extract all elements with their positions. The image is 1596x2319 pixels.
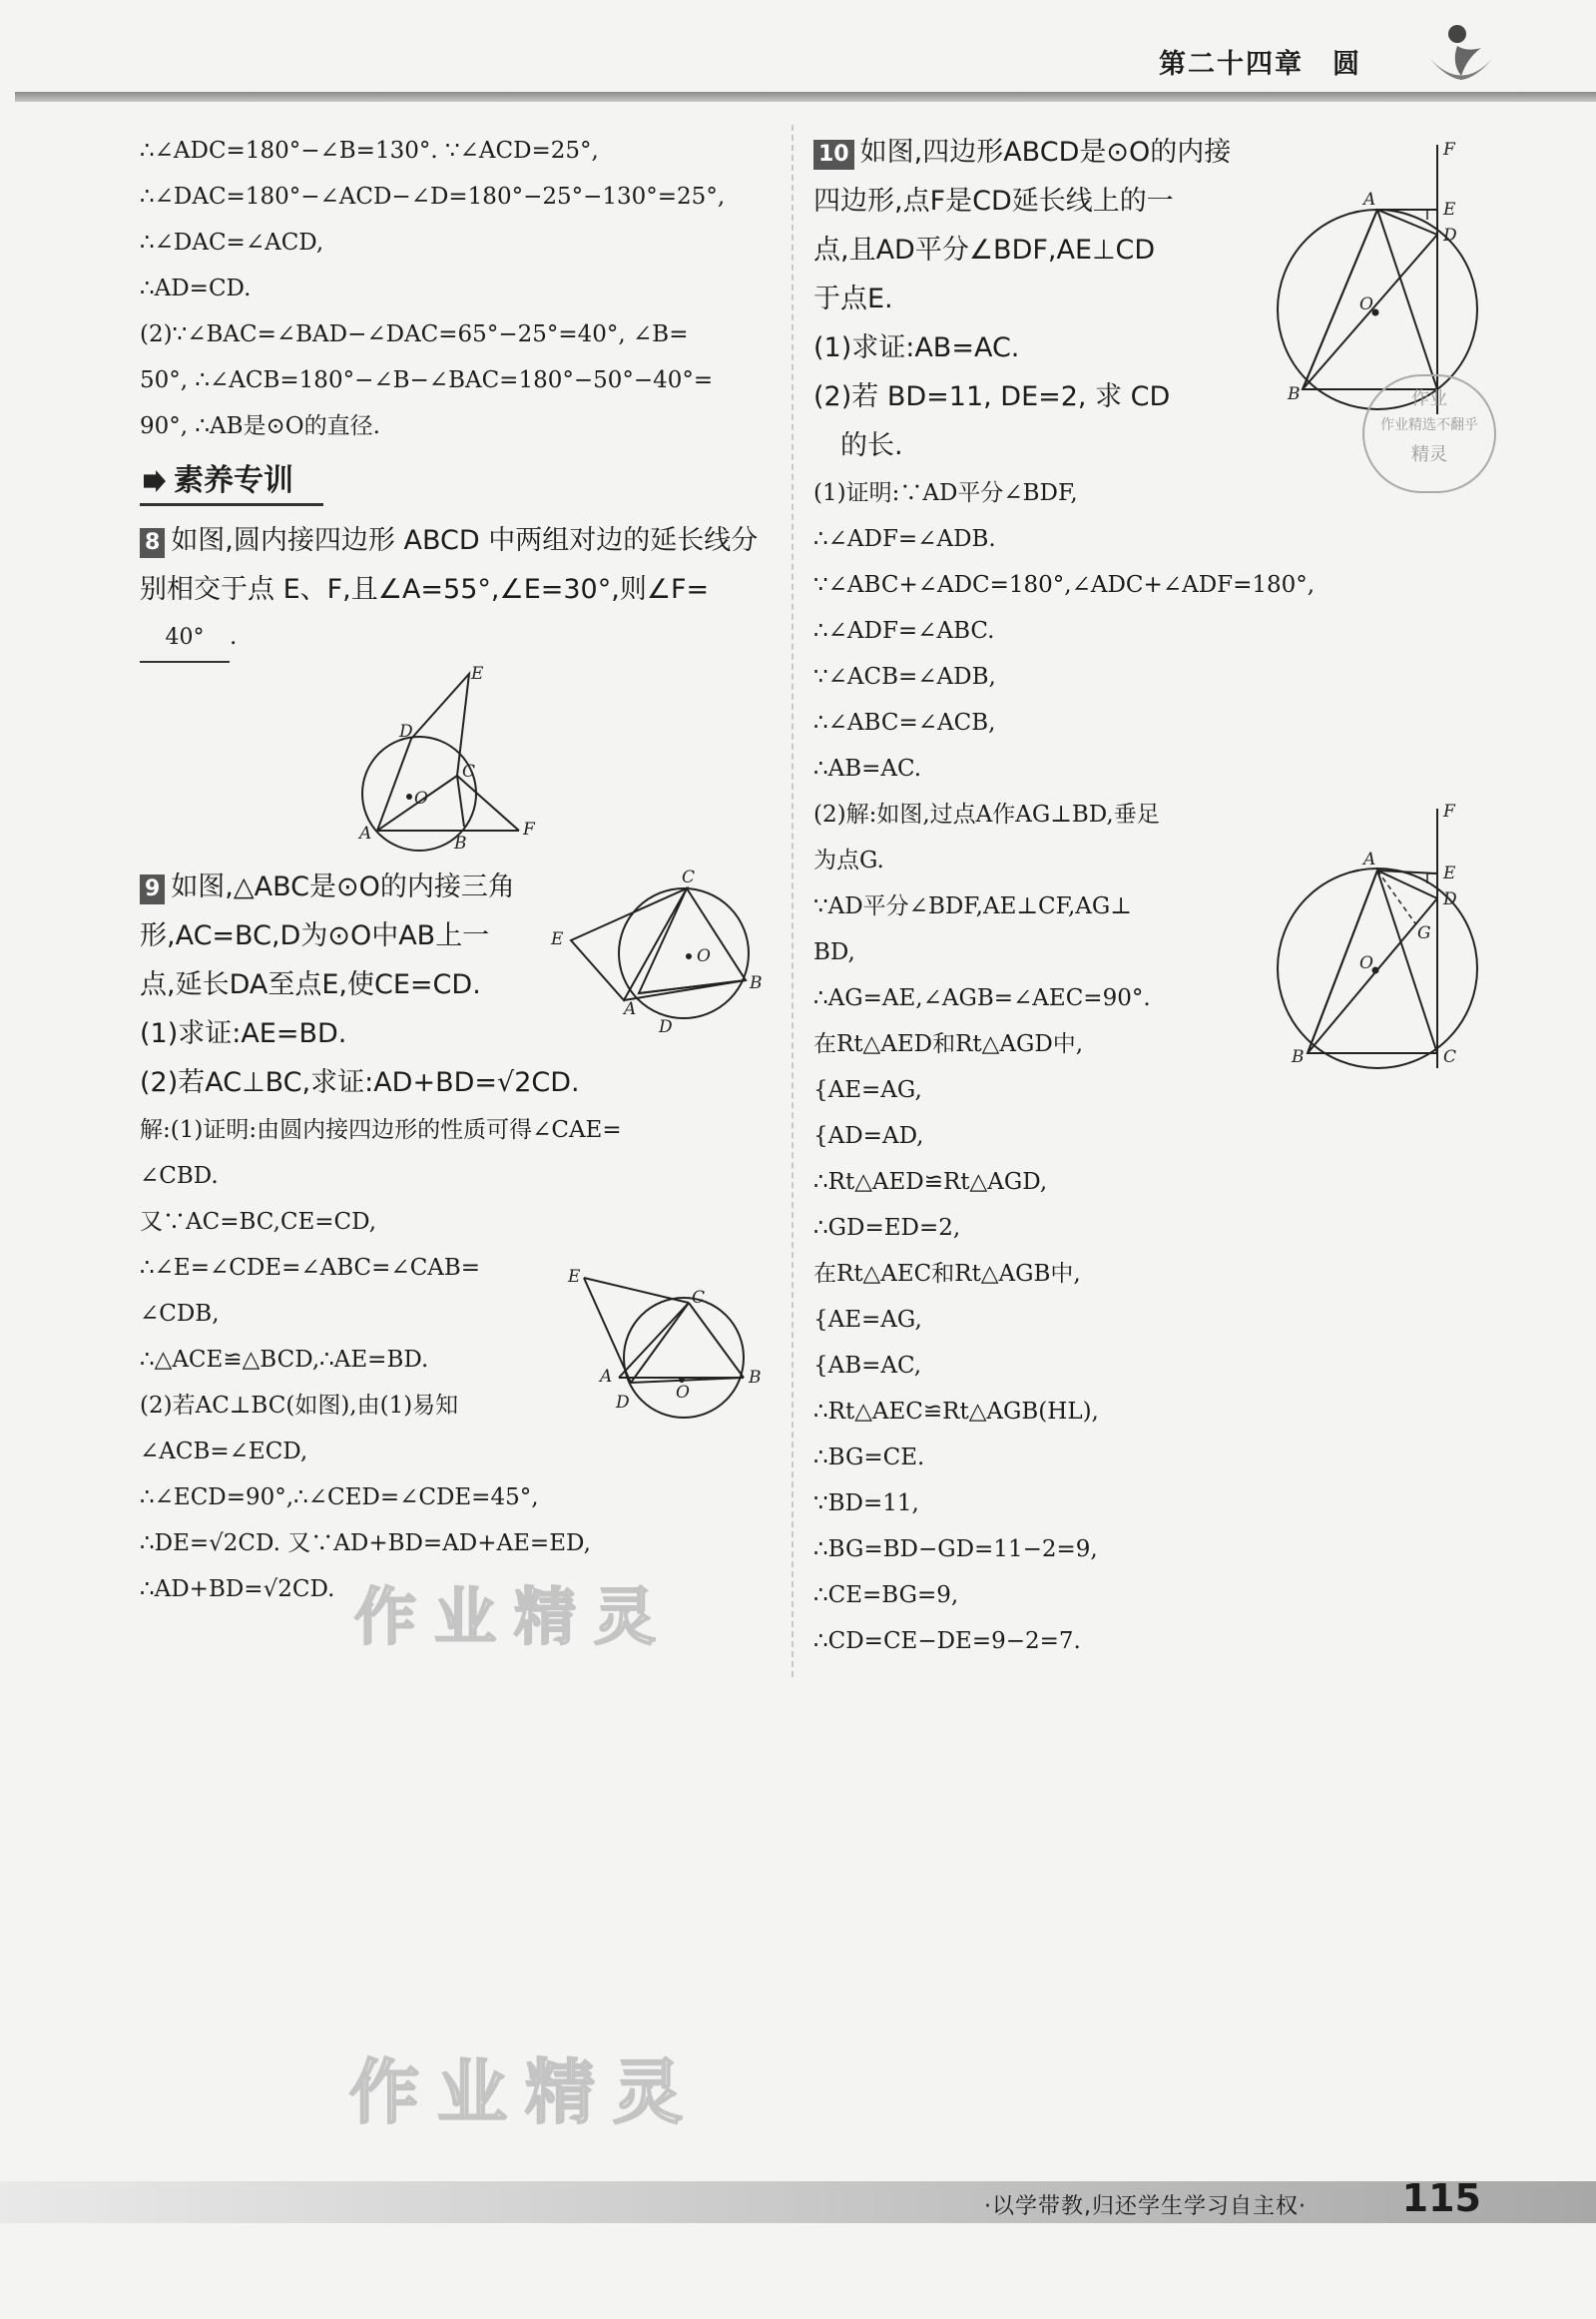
solution-line: ∴CE=BG=9, [813,1582,959,1608]
solution-line: ∴∠ADF=∠ADB. [813,526,996,552]
svg-text:B: B [1288,384,1301,404]
q10-line: (2)若 BD=11, DE=2, 求 CD [813,381,1171,412]
q10-figure [1268,135,1487,414]
svg-text:B: B [454,834,467,854]
solution-line: ∠CBD. [140,1163,219,1189]
solution-line: 在Rt△AEC和Rt△AGB中, [813,1261,1081,1287]
q9-line: 9 如图,△ABC是⊙O的内接三角 [140,863,769,911]
text-line: ∴∠DAC=180°−∠ACD−∠D=180°−25°−130°=25°, [140,184,726,210]
page-number: 115 [1401,2176,1481,2220]
q10-line: 于点E. [813,284,893,314]
solution-line: 解:(1)证明:由圆内接四边形的性质可得∠CAE= [140,1117,622,1143]
svg-text:A: A [600,1367,613,1387]
svg-text:A: A [1363,850,1376,870]
question-number: 10 [813,140,854,170]
q9-line: (1)求证:AE=BD. [140,1018,347,1049]
question-number: 9 [140,874,165,904]
text-line: ∴AD=CD. [140,276,252,301]
q10-line: (1)求证:AB=AC. [813,332,1020,363]
svg-text:C: C [692,1288,706,1308]
solution-line: {AB=AC, [813,1353,922,1379]
solution-line: ∴DE=√2CD. 又∵AD+BD=AD+AE=ED, [140,1530,591,1556]
solution-line: ∴AG=AE,∠AGB=∠AEC=90°. [813,985,1151,1011]
svg-text:O: O [414,789,428,809]
svg-text:O: O [676,1383,690,1403]
svg-text:E: E [551,929,564,949]
solution-line: ∵BD=11, [813,1490,919,1516]
svg-text:D: D [659,1017,673,1037]
svg-text:B: B [750,973,763,993]
svg-text:O: O [1359,294,1373,314]
solution-line: ∴GD=ED=2, [813,1215,961,1241]
q9-line: (2)若AC⊥BC,求证:AD+BD=√2CD. [140,1067,580,1098]
svg-text:O: O [697,946,711,966]
solution-line: (2)若AC⊥BC(如图),由(1)易知 [140,1393,459,1419]
q9-figure [549,869,769,1038]
svg-text:A: A [624,999,637,1019]
solution-line: ∴∠ABC=∠ACB, [813,710,996,736]
svg-text:D: D [616,1393,630,1413]
svg-text:G: G [1417,923,1431,943]
q8-answer: 40° [140,615,230,663]
solution-line: ∠ACB=∠ECD, [140,1439,308,1464]
q10-line: 的长. [813,430,903,461]
section-heading: 素养专训 [140,455,323,506]
solution-line: 为点G. [813,848,884,873]
solution-line: ∴∠ECD=90°,∴∠CED=∠CDE=45°, [140,1484,539,1510]
solution-line: 在Rt△AED和Rt△AGD中, [813,1031,1084,1057]
solution-line: {AE=AG, [813,1077,922,1103]
footer-band [0,2181,1596,2223]
text-line: 90°, ∴AB是⊙O的直径. [140,413,380,439]
solution-line: ∴BG=CE. [813,1445,925,1470]
solution-line: ∵∠ACB=∠ADB, [813,664,996,690]
solution-line: {AE=AG, [813,1307,922,1333]
svg-text:E: E [568,1268,581,1287]
solution-line: ∴BG=BD−GD=11−2=9, [813,1536,1098,1562]
svg-text:F: F [1443,140,1455,160]
solution-line: BD, [813,939,855,965]
q8-answer-line: 40° . [140,614,769,663]
text-line: ∴∠ADC=180°−∠B=130°. ∵∠ACD=25°, [140,138,599,164]
column-divider [792,125,794,1677]
svg-text:E: E [1443,200,1456,220]
solution-line: ∴CD=CE−DE=9−2=7. [813,1628,1081,1654]
svg-text:C: C [462,762,476,782]
svg-text:E: E [1443,864,1456,883]
q10-solution-figure [1268,799,1487,1078]
text-line: (2)∵∠BAC=∠BAD−∠DAC=65°−25°=40°, ∠B= [140,321,689,347]
text-line: ∴∠DAC=∠ACD, [140,230,324,256]
watermark: 作业精灵 [354,1580,675,1653]
svg-text:A: A [359,824,372,844]
q9-line: 点,延长DA至点E,使CE=CD. [140,969,481,1000]
solution-line: (1)证明:∵AD平分∠BDF, [813,480,1078,506]
svg-text:A: A [1363,190,1376,210]
header-band [15,92,1596,102]
book-leaf-logo-icon [1421,18,1501,90]
arrow-icon [144,470,166,492]
solution-line: ∴Rt△AEC≌Rt△AGB(HL), [813,1399,1099,1425]
solution-line: ∵AD平分∠BDF,AE⊥CF,AG⊥ [813,893,1132,919]
solution-line: ∴AB=AC. [813,756,922,782]
q9-solution-figure [564,1268,774,1438]
svg-text:F: F [1443,802,1455,822]
svg-text:C: C [682,869,696,887]
svg-text:D: D [1443,226,1457,246]
q10-line: 10 如图,四边形ABCD是⊙O的内接 [813,128,1472,177]
question-number: 8 [140,528,165,558]
solution-line: ∴△ACE≌△BCD,∴AE=BD. [140,1347,429,1373]
watermark: 作业精灵 [349,2051,701,2133]
text-line: 50°, ∴∠ACB=180°−∠B−∠BAC=180°−50°−40°= [140,367,714,393]
solution-line: ∴∠E=∠CDE=∠ABC=∠CAB= [140,1255,481,1281]
q8-line: 8 如图,圆内接四边形 ABCD 中两组对边的延长线分 [140,516,769,565]
solution-line: ∴Rt△AED≌Rt△AGD, [813,1169,1048,1195]
solution-line: ∵∠ABC+∠ADC=180°,∠ADC+∠ADF=180°, [813,572,1316,598]
svg-text:O: O [1359,953,1373,973]
q9-line: 形,AC=BC,D为⊙O中AB上一 [140,920,490,951]
chapter-title: 第二十四章 圆 [1159,49,1361,80]
svg-text:C: C [1443,1047,1457,1067]
stamp-seal: 作业 作业精选不翻乎 精灵 [1362,374,1496,493]
svg-text:F: F [523,820,535,840]
svg-text:B: B [1292,1047,1305,1067]
q8-figure [329,659,549,859]
svg-text:D: D [1443,889,1457,909]
solution-line: ∴∠ADF=∠ABC. [813,618,995,644]
svg-text:D: D [399,722,413,742]
solution-line: ∴AD+BD=√2CD. [140,1576,335,1602]
q10-line: 四边形,点F是CD延长线上的一 [813,186,1174,217]
solution-line: ∠CDB, [140,1301,220,1327]
solution-line: 又∵AC=BC,CE=CD, [140,1209,377,1235]
svg-text:E: E [471,664,484,684]
solution-line: (2)解:如图,过点A作AG⊥BD,垂足 [813,802,1160,828]
svg-text:B: B [749,1368,762,1388]
q10-line: 点,且AD平分∠BDF,AE⊥CD [813,235,1156,266]
solution-line: {AD=AD, [813,1123,924,1149]
q8-line: 别相交于点 E、F,且∠A=55°,∠E=30°,则∠F= [140,574,710,605]
footer-motto: ·以学带教,归还学生学习自主权· [984,2194,1307,2219]
